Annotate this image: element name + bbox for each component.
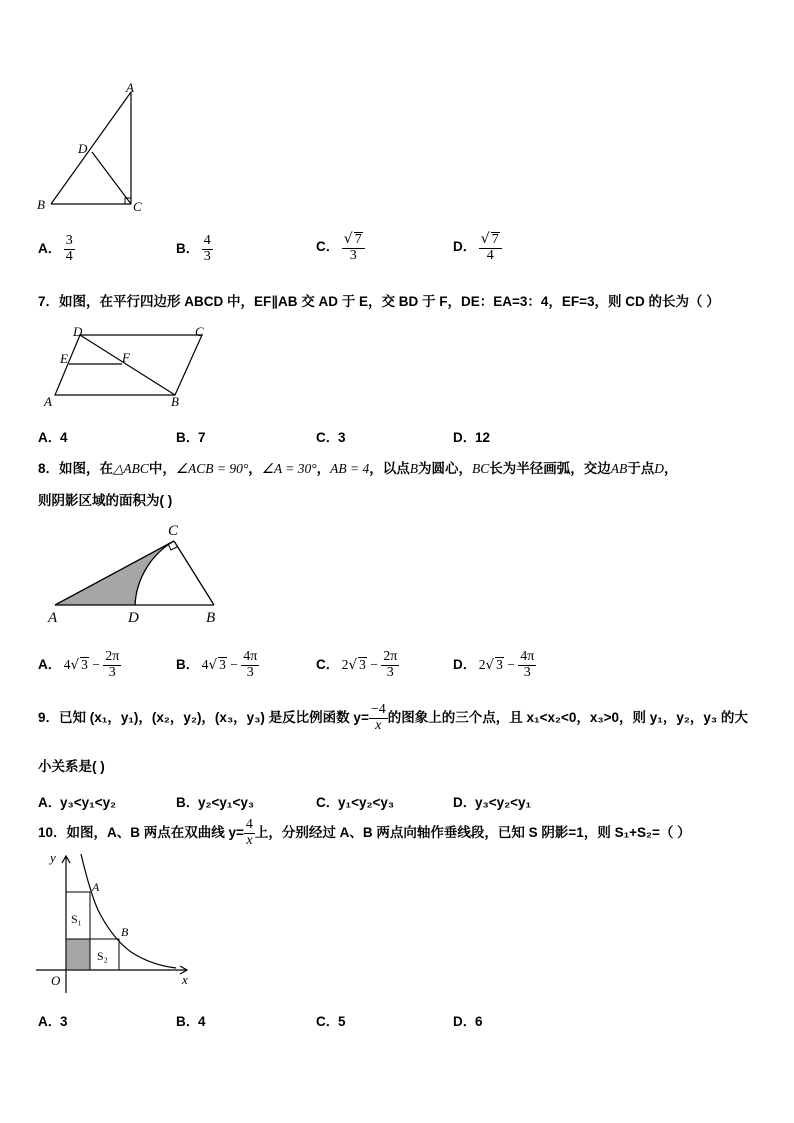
q6-label-a: A — [126, 80, 134, 95]
q8-triangle-figure — [40, 518, 230, 628]
option-value: 7 — [198, 430, 206, 445]
q9-option-c[interactable] — [316, 791, 394, 811]
q6-option-b[interactable] — [176, 234, 213, 264]
option-letter: D． — [453, 795, 477, 810]
q10-option-a[interactable] — [38, 1010, 68, 1030]
option-letter: D． — [453, 239, 477, 255]
fraction: $\frac{4\pi}{3}$ — [243, 649, 258, 680]
option-letter: D． — [453, 1014, 477, 1029]
q8-label-c: C — [168, 523, 179, 539]
q10-option-b[interactable] — [176, 1010, 206, 1030]
option-letter: D． — [453, 430, 477, 445]
q10-label-y: y — [50, 850, 56, 865]
q6-option-c[interactable] — [316, 232, 365, 263]
fraction: $\frac{4\pi}{3}$ — [520, 649, 535, 680]
q6-label-b: B — [37, 197, 45, 212]
option-letter: A． — [38, 656, 62, 672]
q9-stem: 9．已知 (x₁，y₁)，(x₂，y₂)，(x₃，y₃) 是反比例函数 y= $\frac{-4}{x}$ 的图象上的三个点，且 x₁<x₂<0，x₃>0，则 y₁，y₂，y₃ 的大 — [38, 702, 748, 733]
q10-label-s1: S₁ — [71, 912, 82, 926]
option-letter: B． — [176, 795, 200, 810]
fraction: $\frac{2\pi}{3}$ — [383, 649, 398, 680]
q7-option-d[interactable] — [453, 426, 490, 446]
q8-option-a[interactable]: A． 4√ 3 − $\frac{2\pi}{3}$ — [38, 649, 120, 680]
fraction: $\frac{2\pi}{3}$ — [105, 649, 120, 680]
option-value: y₃<y₂<y₁ — [475, 795, 532, 810]
option-value: 5 — [338, 1014, 346, 1029]
fraction: $\frac{4}{x}$ — [245, 817, 253, 848]
q9-option-a[interactable] — [38, 791, 116, 811]
q8-label-b: B — [206, 610, 216, 626]
q6-label-c: C — [133, 199, 142, 214]
option-value: y₃<y₁<y₂ — [60, 795, 117, 810]
option-letter: C． — [316, 1014, 340, 1029]
option-value: 3 — [60, 1014, 68, 1029]
q10-label-s2: S₂ — [97, 949, 108, 963]
option-letter: B． — [176, 656, 200, 672]
option-value: y₁<y₂<y₃ — [338, 795, 395, 810]
option-value: 4 — [198, 1014, 206, 1029]
q7-option-c[interactable] — [316, 426, 346, 446]
q10-option-c[interactable] — [316, 1010, 346, 1030]
q8-stem: 8．如图，在△ABC中，∠ACB = 90°，∠A = 30°，AB = 4，以点B为圆心，BC长为半径画弧，交边AB于点D， — [38, 461, 678, 476]
option-letter: C． — [316, 656, 340, 672]
q9-stem-line2: 小关系是( ) — [38, 759, 105, 774]
q7-label-d: D — [73, 324, 83, 339]
option-value: 12 — [475, 430, 491, 445]
fraction: $\frac{4}{3}$ — [203, 233, 211, 264]
q10-label-b: B — [121, 925, 129, 939]
q10-hyperbola-figure — [36, 848, 206, 993]
q7-label-f: F — [122, 350, 130, 365]
q7-label-b: B — [171, 394, 179, 409]
q6-option-d[interactable] — [453, 232, 502, 263]
fraction: $\frac{√ 7}{4}$ — [479, 232, 502, 263]
option-letter: C． — [316, 430, 340, 445]
option-letter: B． — [176, 240, 200, 256]
q6-triangle-figure — [30, 78, 150, 218]
q9-option-d[interactable] — [453, 791, 531, 811]
option-letter: A． — [38, 430, 62, 445]
option-value: 4 — [60, 430, 68, 445]
option-letter: C． — [316, 239, 340, 255]
q7-parallelogram-figure — [38, 322, 218, 412]
q8-option-b[interactable]: B． 4√ 3 − $\frac{4\pi}{3}$ — [176, 649, 258, 680]
q7-stem: 7．如图，在平行四边形 ABCD 中，EF∥AB 交 AD 于 E，交 BD 于 F，DE：EA=3：4，EF=3，则 CD 的长为（ ） — [38, 294, 720, 309]
q7-option-a[interactable] — [38, 426, 68, 446]
q6-option-a[interactable] — [38, 234, 75, 264]
option-letter: A． — [38, 795, 62, 810]
q10-stem: 10．如图，A、B 两点在双曲线 y= $\frac{4}{x}$ 上，分别经过 A、B 两点向轴作垂线段，已知 S 阴影=1，则 S₁+S₂=（ ） — [38, 817, 691, 848]
fraction: $\frac{3}{4}$ — [65, 233, 73, 264]
q10-label-a: A — [92, 880, 100, 894]
option-letter: D． — [453, 656, 477, 672]
q8-option-c[interactable]: C． 2√ 3 − $\frac{2\pi}{3}$ — [316, 649, 398, 680]
q8-label-d: D — [128, 610, 139, 626]
option-letter: B． — [176, 430, 200, 445]
q7-label-c: C — [195, 324, 204, 339]
fraction: $\frac{√ 7}{3}$ — [342, 232, 365, 263]
q10-label-o: O — [51, 973, 61, 988]
q8-label-a: A — [48, 610, 58, 626]
q10-option-d[interactable] — [453, 1010, 483, 1030]
q7-label-a: A — [44, 394, 52, 409]
option-value: y₂<y₁<y₃ — [198, 795, 255, 810]
option-letter: A． — [38, 1014, 62, 1029]
option-letter: B． — [176, 1014, 200, 1029]
q8-option-d[interactable]: D． 2√ 3 − $\frac{4\pi}{3}$ — [453, 649, 535, 680]
option-value: 3 — [338, 430, 346, 445]
fraction: $\frac{-4}{x}$ — [370, 702, 386, 733]
option-letter: A． — [38, 240, 62, 256]
q10-label-x: x — [182, 972, 188, 987]
q8-stem-line2: 则阴影区域的面积为( ) — [38, 493, 173, 508]
q7-label-e: E — [60, 351, 68, 366]
q6-label-d: D — [78, 141, 88, 156]
option-value: 6 — [475, 1014, 483, 1029]
q9-option-b[interactable] — [176, 791, 254, 811]
q7-option-b[interactable] — [176, 426, 206, 446]
option-letter: C． — [316, 795, 340, 810]
